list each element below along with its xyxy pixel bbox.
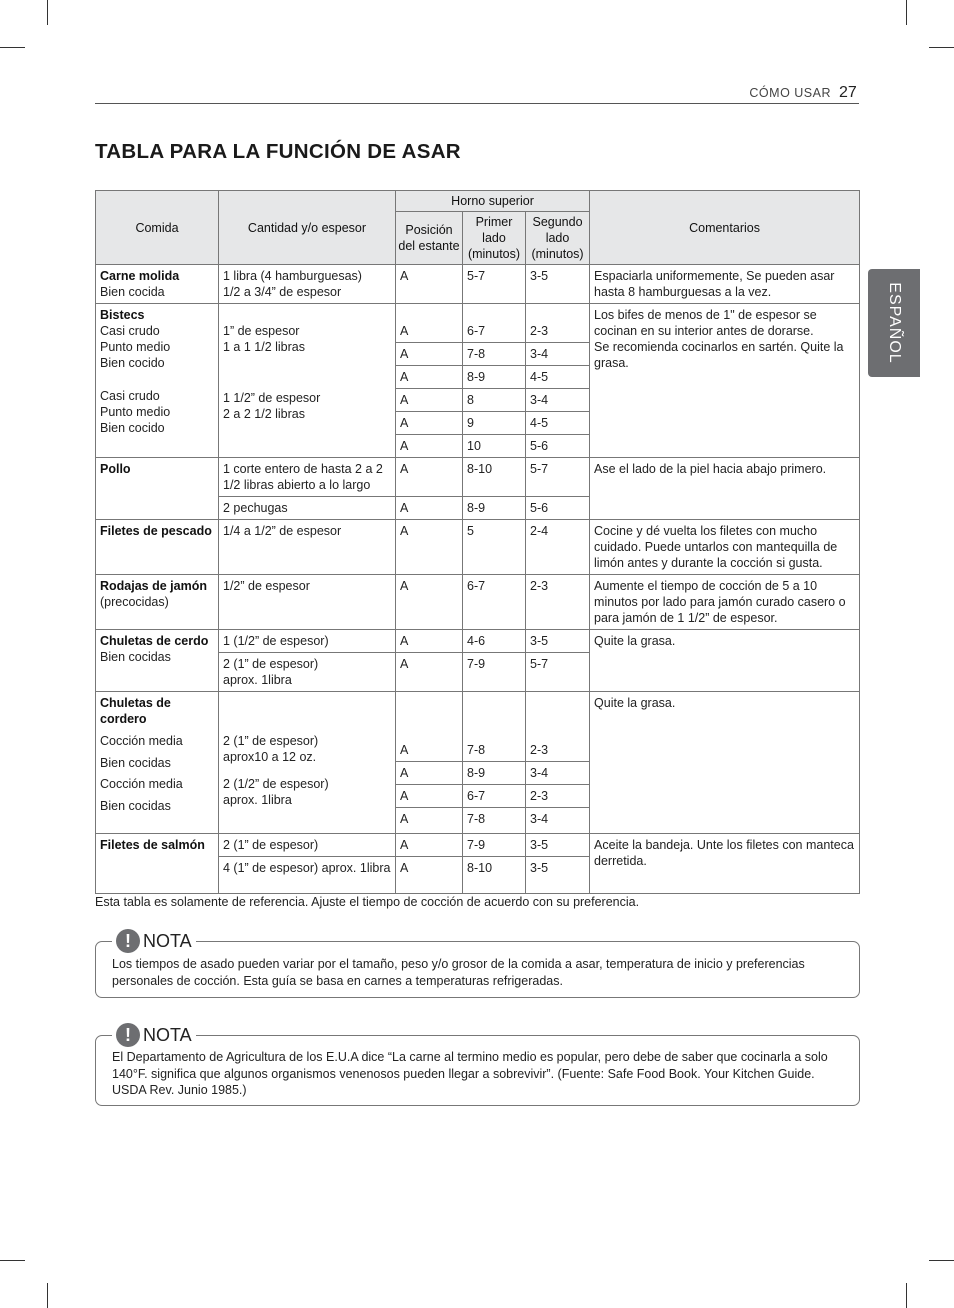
crop-mark	[929, 47, 954, 48]
second-side-minutes: 4-5	[526, 366, 590, 389]
comment: Aceite la bandeja. Unte los filetes con manteca derretida.	[590, 834, 860, 894]
first-side-minutes: 5-7	[463, 265, 526, 304]
second-side-minutes: 3-4	[526, 389, 590, 412]
food-name: Filetes de pescado	[96, 520, 219, 575]
header-upper-oven: Horno superior	[396, 191, 590, 212]
second-side-minutes: 3-4	[526, 808, 590, 834]
rack-position: A	[396, 304, 463, 343]
quantity: 2 (1” de espesor)	[223, 734, 319, 748]
header-food: Comida	[96, 191, 219, 265]
quantity: 1 libra (4 hamburguesas)	[223, 269, 362, 283]
rack-position: A	[396, 692, 463, 762]
crop-mark	[0, 47, 25, 48]
comment: Ase el lado de la piel hacia abajo primero.	[590, 458, 860, 520]
first-side-minutes: 6-7	[463, 785, 526, 808]
doneness: Casi crudo	[100, 389, 160, 403]
first-side-minutes: 7-8	[463, 692, 526, 762]
second-side-minutes: 4-5	[526, 412, 590, 435]
food-name: Pollo	[96, 458, 219, 520]
second-side-minutes: 5-6	[526, 435, 590, 458]
second-side-minutes: 3-5	[526, 857, 590, 894]
second-side-minutes: 2-3	[526, 692, 590, 762]
rack-position: A	[396, 497, 463, 520]
food-name: Rodajas de jamón	[100, 579, 207, 593]
second-side-minutes: 2-3	[526, 304, 590, 343]
quantity: 2 (1/2” de espesor)	[223, 777, 329, 791]
note-text: El Departamento de Agricultura de los E.U.A dice “La carne al termino medio es popular, pero debe de saber que cocinarla a solo 140°F. significa que algunos organismos venenosos pueden llegar a sobrevivir”. (Fuente: Safe Food Book. Your Kitchen Guide. USDA Rev. Junio 1985.)	[112, 1050, 828, 1097]
rack-position: A	[396, 834, 463, 857]
note-label: NOTA	[143, 1024, 192, 1045]
comment: Cocine y dé vuelta los filetes con mucho cuidado. Puede untarlos con mantequilla de limón antes y durante la cocción si gusta.	[590, 520, 860, 575]
warning-icon: !	[116, 1023, 140, 1047]
table-row	[96, 304, 860, 343]
doneness: Cocción media	[100, 734, 183, 748]
food-name: Chuletas de cerdo	[100, 634, 209, 648]
rack-position: A	[396, 653, 463, 692]
rack-position: A	[396, 857, 463, 894]
crop-mark	[0, 1260, 25, 1261]
quantity: aprox. 1libra	[223, 673, 292, 687]
table-row	[96, 630, 860, 653]
first-side-minutes: 8-10	[463, 857, 526, 894]
warning-icon: !	[116, 929, 140, 953]
doneness: Punto medio	[100, 340, 171, 354]
table-footnote: Esta tabla es solamente de referencia. Ajuste el tiempo de cocción de acuerdo con su preferencia.	[95, 895, 640, 909]
comment: Los bifes de menos de 1" de espesor se cocinan en su interior antes de dorarse.	[594, 308, 817, 338]
doneness: Casi crudo	[100, 324, 160, 338]
quantity: 2 pechugas	[219, 497, 396, 520]
doneness: Punto medio	[100, 405, 171, 419]
food-name: Carne molida	[100, 269, 180, 283]
first-side-minutes: 8-9	[463, 762, 526, 785]
second-side-minutes: 3-5	[526, 265, 590, 304]
first-side-minutes: 7-8	[463, 808, 526, 834]
quantity: 1 1/2” de espesor	[223, 391, 321, 405]
first-side-minutes: 8-9	[463, 366, 526, 389]
first-side-minutes: 6-7	[463, 304, 526, 343]
second-side-minutes: 5-7	[526, 458, 590, 497]
rack-position: A	[396, 630, 463, 653]
page-title: TABLA PARA LA FUNCIÓN DE ASAR	[95, 140, 461, 163]
note-header	[112, 926, 196, 956]
first-side-minutes: 8-10	[463, 458, 526, 497]
doneness: Bien cocidas	[100, 799, 171, 813]
first-side-minutes: 8-9	[463, 497, 526, 520]
quantity: 1/2” de espesor	[219, 575, 396, 630]
first-side-minutes: 9	[463, 412, 526, 435]
food-name: Filetes de salmón	[96, 834, 219, 894]
language-tab	[868, 269, 920, 377]
quantity: 1” de espesor	[223, 324, 300, 338]
quantity: 4 (1” de espesor) aprox. 1libra	[219, 857, 396, 894]
table-row	[96, 692, 860, 762]
comment: Aumente el tiempo de cocción de 5 a 10 minutos por lado para jamón curado casero o para jamón de 1 1/2” de espesor.	[590, 575, 860, 630]
first-side-minutes: 6-7	[463, 575, 526, 630]
quantity: 1/2 a 3/4” de espesor	[223, 285, 342, 299]
second-side-minutes: 3-5	[526, 834, 590, 857]
grill-table	[95, 190, 860, 894]
section-title: CÓMO USAR	[749, 86, 831, 100]
doneness: Bien cocido	[100, 356, 165, 370]
doneness: Bien cocidas	[100, 650, 171, 664]
note-text: Los tiempos de asado pueden variar por el tamaño, peso y/o grosor de la comida a asar, temperatura de inicio y preferencias personales de cocción. Esta guía se basa en carnes a temperaturas refrigeradas.	[112, 957, 805, 988]
rack-position: A	[396, 265, 463, 304]
rack-position: A	[396, 520, 463, 575]
page-number: 27	[839, 84, 857, 101]
crop-mark	[929, 1260, 954, 1261]
table-row	[96, 575, 860, 630]
first-side-minutes: 7-9	[463, 653, 526, 692]
doneness: Bien cocido	[100, 421, 165, 435]
quantity: 1/4 a 1/2” de espesor	[219, 520, 396, 575]
quantity: aprox10 a 12 oz.	[223, 750, 317, 764]
doneness: Bien cocidas	[100, 756, 171, 770]
food-name: Bistecs	[100, 308, 145, 322]
first-side-minutes: 4-6	[463, 630, 526, 653]
rack-position: A	[396, 762, 463, 785]
comment: Quite la grasa.	[590, 630, 860, 692]
second-side-minutes: 3-4	[526, 762, 590, 785]
table-row	[96, 265, 860, 304]
doneness: Cocción media	[100, 777, 183, 791]
first-side-minutes: 8	[463, 389, 526, 412]
rack-position: A	[396, 435, 463, 458]
quantity: 2 (1” de espesor)	[219, 834, 396, 857]
note-header	[112, 1020, 196, 1050]
rack-position: A	[396, 366, 463, 389]
table-row	[96, 520, 860, 575]
note-box	[95, 1024, 860, 1106]
rack-position: A	[396, 575, 463, 630]
header-second-side: Segundo lado (minutos)	[526, 212, 590, 265]
food-note: (precocidas)	[100, 595, 169, 609]
second-side-minutes: 2-3	[526, 785, 590, 808]
food-name: Chuletas de cordero	[100, 696, 171, 726]
crop-mark	[47, 0, 48, 25]
language-tab-label: ESPAÑOL	[886, 282, 903, 364]
header-rack-position: Posición del estante	[396, 212, 463, 265]
header-comments: Comentarios	[590, 191, 860, 265]
second-side-minutes: 2-3	[526, 575, 590, 630]
comment: Se recomienda cocinarlos en sartén. Quite la grasa.	[594, 340, 844, 370]
rack-position: A	[396, 785, 463, 808]
crop-mark	[906, 0, 907, 25]
comment: Quite la grasa.	[590, 692, 860, 834]
table-row	[96, 458, 860, 497]
first-side-minutes: 10	[463, 435, 526, 458]
second-side-minutes: 2-4	[526, 520, 590, 575]
quantity: 2 a 2 1/2 libras	[223, 407, 305, 421]
second-side-minutes: 3-5	[526, 630, 590, 653]
quantity: 2 (1” de espesor)	[223, 657, 319, 671]
crop-mark	[906, 1283, 907, 1308]
rack-position: A	[396, 389, 463, 412]
header-divider	[95, 103, 859, 104]
table-row	[96, 834, 860, 857]
first-side-minutes: 7-9	[463, 834, 526, 857]
rack-position: A	[396, 458, 463, 497]
crop-mark	[47, 1283, 48, 1308]
rack-position: A	[396, 808, 463, 834]
first-side-minutes: 5	[463, 520, 526, 575]
quantity: 1 (1/2” de espesor)	[219, 630, 396, 653]
rack-position: A	[396, 412, 463, 435]
first-side-minutes: 7-8	[463, 343, 526, 366]
quantity: 1 corte entero de hasta 2 a 2 1/2 libras abierto a lo largo	[219, 458, 396, 497]
second-side-minutes: 5-7	[526, 653, 590, 692]
doneness: Bien cocida	[100, 285, 165, 299]
header-quantity: Cantidad y/o espesor	[219, 191, 396, 265]
second-side-minutes: 3-4	[526, 343, 590, 366]
header-first-side: Primer lado (minutos)	[463, 212, 526, 265]
second-side-minutes: 5-6	[526, 497, 590, 520]
rack-position: A	[396, 343, 463, 366]
comment: Espaciarla uniformemente, Se pueden asar hasta 8 hamburguesas a la vez.	[590, 265, 860, 304]
note-box	[95, 930, 860, 998]
quantity: aprox. 1libra	[223, 793, 292, 807]
note-label: NOTA	[143, 930, 192, 951]
quantity: 1 a 1 1/2 libras	[223, 340, 305, 354]
